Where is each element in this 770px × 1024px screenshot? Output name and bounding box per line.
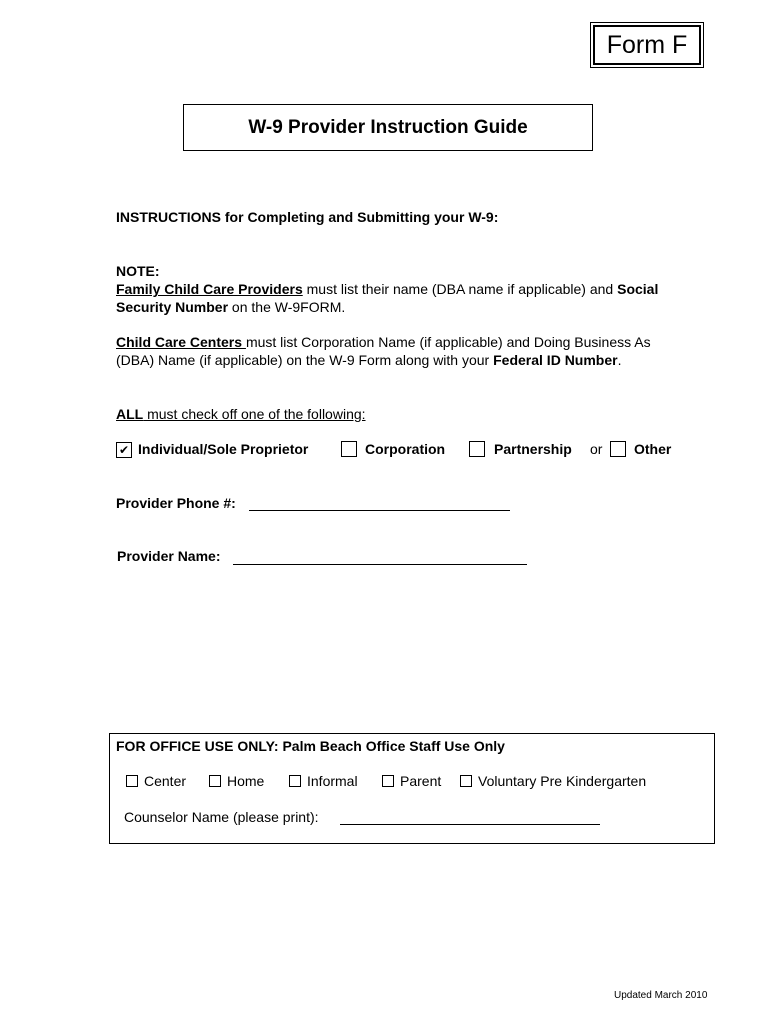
or-text: or bbox=[590, 441, 603, 457]
corporation-label: Corporation bbox=[365, 441, 446, 457]
office-option-label: Center bbox=[144, 773, 187, 789]
centers-end: . bbox=[617, 352, 622, 368]
form-label: Form F bbox=[593, 25, 701, 65]
form-label-box bbox=[590, 22, 704, 68]
office-option-label: Home bbox=[227, 773, 265, 789]
centers-text2: (DBA) Name (if applicable) on the W-9 Form along with your bbox=[116, 352, 494, 368]
all-text: must check off one of the following: bbox=[143, 406, 366, 422]
family-providers-note bbox=[116, 280, 716, 298]
office-option-label: Voluntary Pre Kindergarten bbox=[478, 773, 647, 789]
provider-name-label: Provider Name: bbox=[117, 548, 221, 564]
family-providers-text2: on the W-9FORM. bbox=[228, 299, 346, 315]
family-providers-bold1: Social bbox=[617, 281, 659, 297]
provider-phone-field[interactable] bbox=[249, 498, 510, 511]
page-title: W-9 Provider Instruction Guide bbox=[183, 104, 593, 151]
family-providers-text: must list their name (DBA name if applicable) and bbox=[302, 281, 618, 297]
centers-text1: must list Corporation Name (if applicable) and Doing Business As bbox=[245, 334, 651, 350]
office-option-vpk[interactable] bbox=[460, 773, 646, 789]
child-care-centers-note-line2 bbox=[116, 351, 621, 369]
office-option-label: Parent bbox=[400, 773, 442, 789]
centers-bold: Federal ID Number bbox=[493, 352, 618, 368]
individual-label: Individual/Sole Proprietor bbox=[138, 441, 309, 457]
partnership-label: Partnership bbox=[494, 441, 572, 457]
other-label: Other bbox=[634, 441, 672, 457]
provider-name-field[interactable] bbox=[233, 552, 527, 565]
updated-date: Updated March 2010 bbox=[614, 990, 708, 1001]
other-checkbox[interactable] bbox=[610, 441, 626, 457]
all-bold: ALL bbox=[116, 406, 144, 422]
counselor-name-label: Counselor Name (please print): bbox=[124, 809, 319, 825]
office-option-label: Informal bbox=[307, 773, 358, 789]
office-option-informal[interactable] bbox=[289, 773, 358, 789]
office-option-home[interactable] bbox=[209, 773, 264, 789]
office-option-parent[interactable] bbox=[382, 773, 441, 789]
note-label: NOTE: bbox=[116, 263, 160, 279]
office-use-box bbox=[109, 733, 715, 844]
provider-phone-label: Provider Phone #: bbox=[116, 495, 236, 511]
partnership-checkbox[interactable] bbox=[469, 441, 485, 457]
instructions-heading: INSTRUCTIONS for Completing and Submitting your W-9: bbox=[116, 209, 499, 225]
centers-lead: Child Care Centers bbox=[116, 334, 246, 350]
office-option-center[interactable] bbox=[126, 773, 186, 789]
office-use-heading: FOR OFFICE USE ONLY: Palm Beach Office Staff Use Only bbox=[116, 738, 505, 754]
checkbox-icon bbox=[289, 775, 301, 787]
family-providers-bold2: Security Number bbox=[116, 299, 229, 315]
check-mark-icon: ✔ bbox=[118, 443, 130, 457]
checkbox-icon bbox=[126, 775, 138, 787]
individual-checkbox[interactable] bbox=[116, 442, 132, 458]
all-must-check bbox=[116, 405, 366, 423]
family-providers-note-line2 bbox=[116, 298, 345, 316]
child-care-centers-note bbox=[116, 333, 651, 351]
checkbox-icon bbox=[209, 775, 221, 787]
counselor-name-field[interactable] bbox=[340, 812, 600, 825]
checkbox-icon bbox=[460, 775, 472, 787]
family-providers-lead: Family Child Care Providers bbox=[116, 281, 303, 297]
corporation-checkbox[interactable] bbox=[341, 441, 357, 457]
checkbox-icon bbox=[382, 775, 394, 787]
